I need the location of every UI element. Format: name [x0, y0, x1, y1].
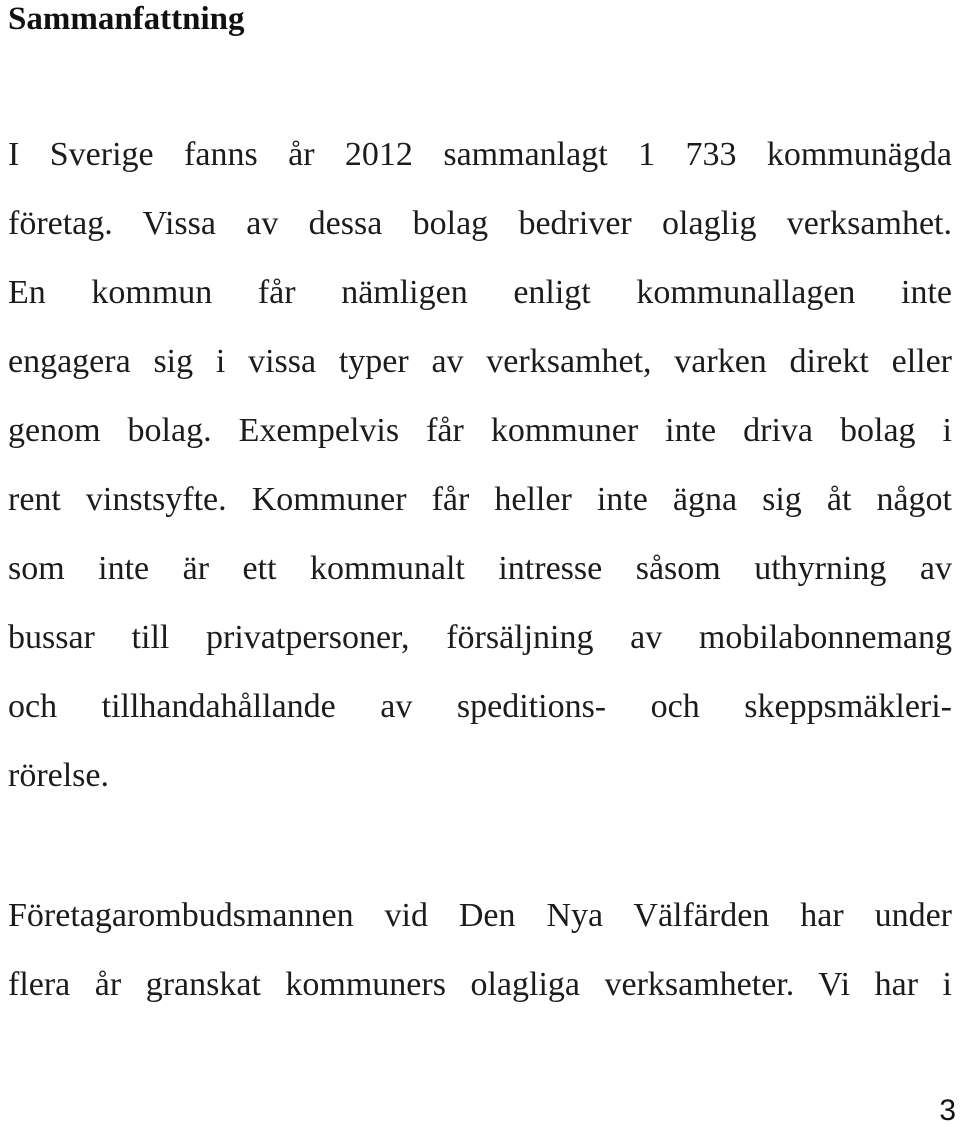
text-line: rent vinstsyfte. Kommuner får heller inte ägna sig åt något	[8, 481, 952, 518]
text-line: företag. Vissa av dessa bolag bedriver olaglig verksamhet.	[8, 205, 952, 242]
page-number: 3	[939, 1094, 956, 1127]
text-line: och tillhandahållande av speditions- och skeppsmäkleri-	[8, 688, 952, 725]
text-line: flera år granskat kommuners olagliga verksamheter. Vi har i	[8, 966, 952, 1003]
text-line: som inte är ett kommunalt intresse såsom uthyrning av	[8, 550, 952, 587]
text-line: rörelse.	[8, 757, 110, 794]
text-line: I Sverige fanns år 2012 sammanlagt 1 733 kommunägda	[8, 136, 952, 173]
text-line: engagera sig i vissa typer av verksamhet, varken direkt eller	[8, 343, 952, 380]
text-line: genom bolag. Exempelvis får kommuner inte driva bolag i	[8, 412, 952, 449]
text-line: En kommun får nämligen enligt kommunallagen inte	[8, 274, 952, 311]
text-line: Företagarombudsmannen vid Den Nya Välfärden har under	[8, 897, 952, 934]
section-heading: Sammanfattning	[8, 1, 245, 37]
text-line: bussar till privatpersoner, försäljning av mobilabonnemang	[8, 619, 952, 656]
